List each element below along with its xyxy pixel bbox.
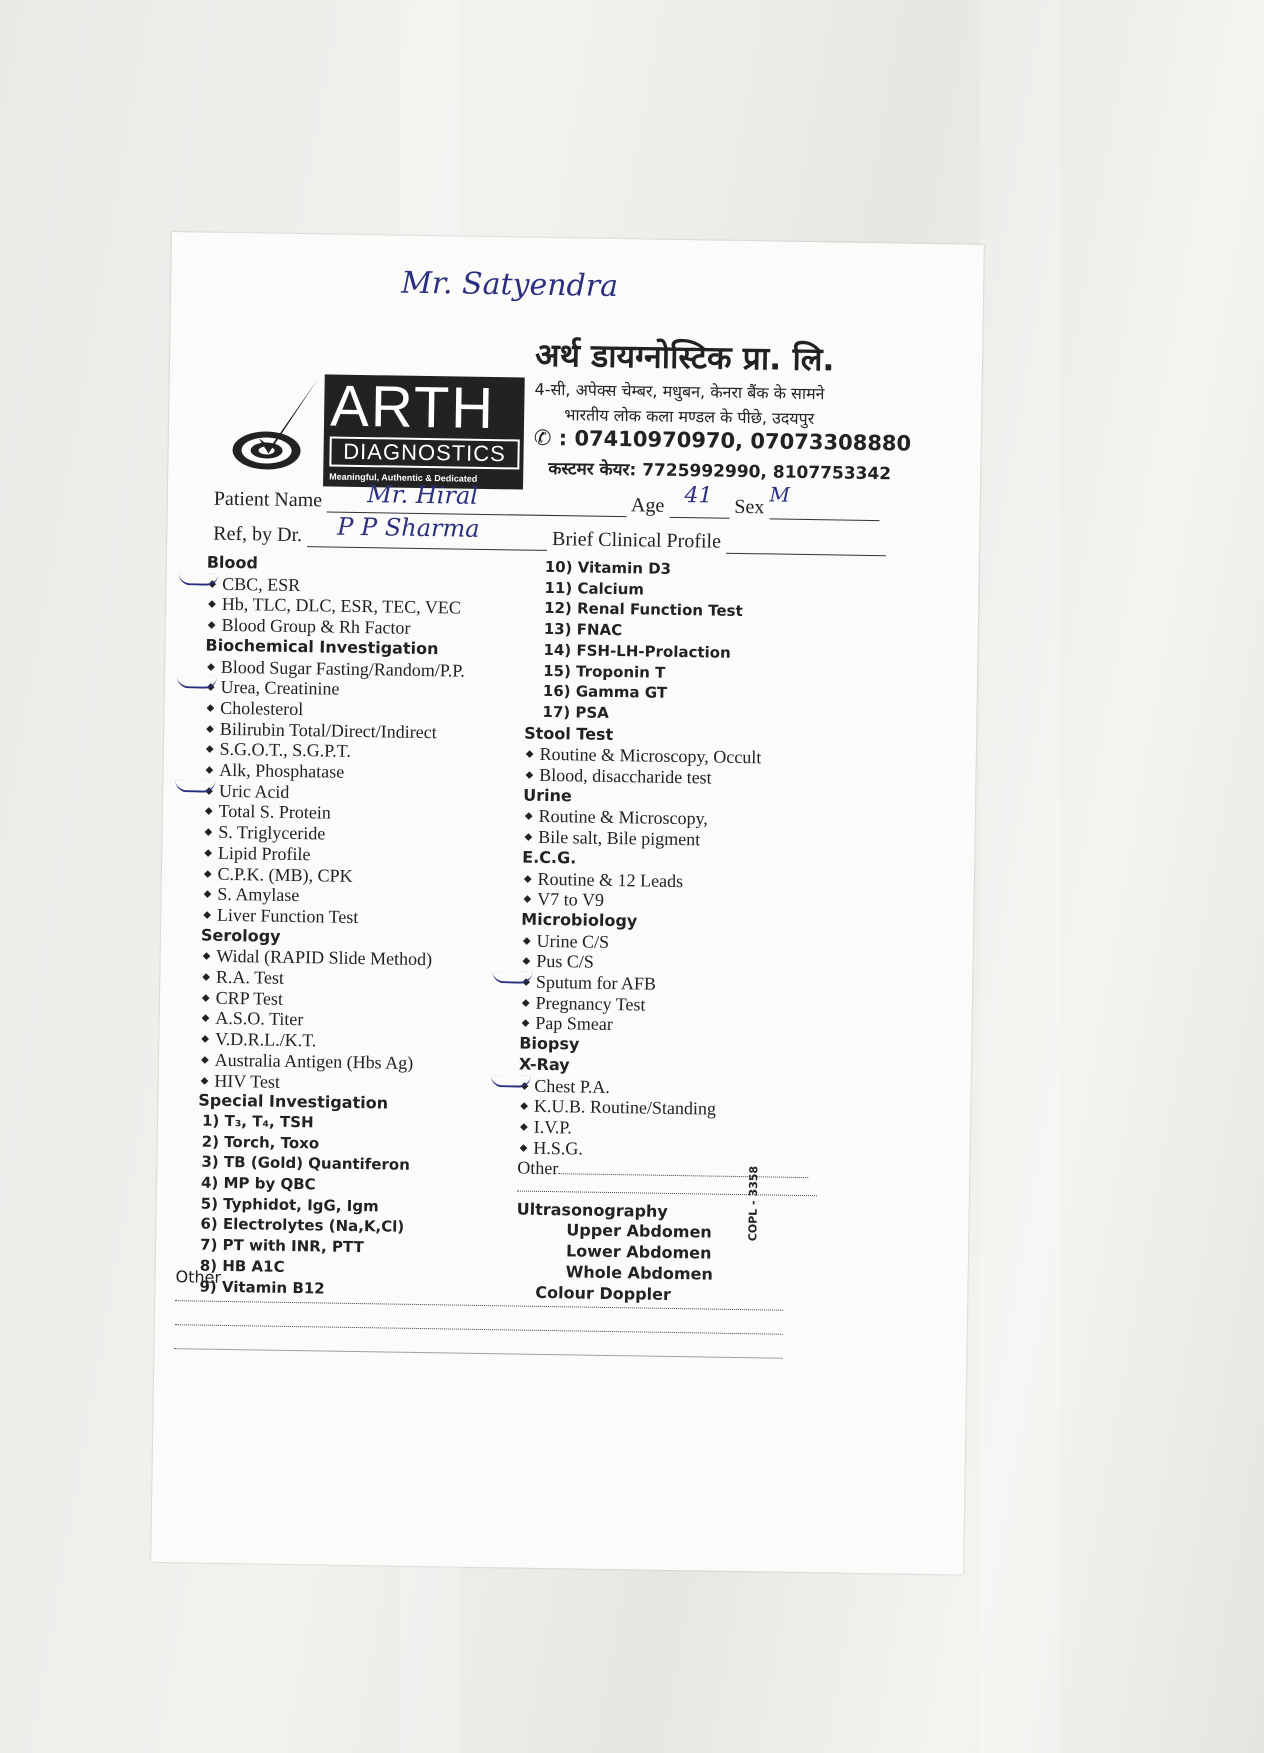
test-label: 12) Renal Function Test xyxy=(543,599,743,621)
test-item xyxy=(207,677,340,700)
bullet-icon: ◆ xyxy=(202,950,211,962)
test-item xyxy=(201,1070,281,1092)
test-label: Special Investigation xyxy=(198,1090,389,1113)
patient-name-label: Patient Name xyxy=(213,487,323,512)
phone-numbers: ✆ : 07410970970, 07073308880 xyxy=(533,425,912,456)
test-label: E.C.G. xyxy=(522,847,577,868)
test-label: S.G.O.T., S.G.P.T. xyxy=(219,739,352,762)
bullet-icon: ◆ xyxy=(521,1017,530,1030)
ultrasound-option xyxy=(566,1262,713,1283)
test-label: Ultrasonography xyxy=(516,1199,668,1221)
test-item xyxy=(204,822,325,845)
logo-tagline: Meaningful, Authentic & Dedicated xyxy=(329,471,478,484)
test-label: K.U.B. Routine/Standing xyxy=(533,1095,717,1119)
test-label: Colour Doppler xyxy=(535,1282,671,1304)
bullet-icon: ◆ xyxy=(524,831,533,843)
test-label: Biopsy xyxy=(519,1033,580,1054)
test-label: Sputum for AFB xyxy=(535,971,657,994)
section-heading xyxy=(519,1034,579,1054)
test-label: Blood, disaccharide test xyxy=(539,764,712,788)
test-item xyxy=(523,889,604,911)
numbered-test xyxy=(542,703,609,722)
numbered-test xyxy=(543,682,668,702)
test-item xyxy=(208,573,300,595)
age-line xyxy=(669,483,729,519)
numbered-test xyxy=(544,620,623,639)
hindi-company-name: अर्थ डायग्नोस्टिक प्रा. लि. xyxy=(534,335,835,379)
bullet-icon: ◆ xyxy=(203,888,212,900)
bullet-icon: ◆ xyxy=(522,955,531,968)
test-label: Pregnancy Test xyxy=(535,992,646,1015)
bullet-icon: ◆ xyxy=(206,681,215,693)
test-label: HIV Test xyxy=(214,1070,281,1092)
test-label: Biochemical Investigation xyxy=(205,635,439,659)
sex-label: Sex xyxy=(734,495,765,519)
test-label: 2) Torch, Toxo xyxy=(201,1132,320,1153)
brief-line xyxy=(726,531,886,557)
test-item xyxy=(520,1116,572,1138)
bullet-icon: ◆ xyxy=(205,764,214,776)
handwritten-tick-icon xyxy=(492,971,532,984)
numbered-test xyxy=(200,1236,364,1257)
test-label: S. Triglyceride xyxy=(218,821,326,844)
other-line-1 xyxy=(175,1300,783,1311)
test-label: Lipid Profile xyxy=(217,842,311,865)
test-item xyxy=(520,1075,610,1097)
test-item xyxy=(205,760,344,783)
test-label: 9) Vitamin B12 xyxy=(199,1277,325,1298)
handwritten-tick-icon xyxy=(178,573,218,586)
test-label: Urine C/S xyxy=(536,930,610,952)
test-label: 3) TB (Gold) Quantiferon xyxy=(201,1152,410,1175)
test-item xyxy=(522,972,656,995)
test-item xyxy=(524,868,683,891)
handwritten-ref-doctor: P P Sharma xyxy=(337,512,480,543)
numbered-test xyxy=(544,599,743,620)
test-label: 17) PSA xyxy=(542,702,610,722)
test-label: Whole Abdomen xyxy=(565,1262,713,1284)
bullet-icon: ◆ xyxy=(204,847,213,859)
other-line-2 xyxy=(175,1324,783,1335)
bullet-icon: ◆ xyxy=(523,873,532,885)
section-heading xyxy=(201,925,281,945)
handwritten-top-note: Mr. Satyendra xyxy=(400,265,619,305)
bullet-icon: ◆ xyxy=(520,1100,529,1112)
test-item xyxy=(203,884,299,907)
test-item xyxy=(202,967,284,989)
test-label: Blood xyxy=(206,552,259,573)
test-label: Alk, Phosphatase xyxy=(219,759,345,782)
test-label: Pus C/S xyxy=(536,951,594,973)
numbered-test xyxy=(543,641,731,662)
test-label: Routine & 12 Leads xyxy=(537,868,684,891)
numbered-test xyxy=(201,1153,410,1174)
test-label: Bilirubin Total/Direct/Indirect xyxy=(219,718,437,742)
test-item xyxy=(202,987,283,1009)
test-label: I.V.P. xyxy=(533,1116,573,1138)
address-line-1: 4-सी, अपेक्स चेम्बर, मधुबन, केनरा बैंक के सामने xyxy=(534,379,825,404)
bullet-icon: ◆ xyxy=(519,1121,528,1133)
test-label: 4) MP by QBC xyxy=(200,1173,316,1194)
ref-label: Ref, by Dr. xyxy=(213,522,303,547)
ref-doctor-field xyxy=(213,512,886,557)
test-item xyxy=(201,1008,303,1031)
target-check-icon xyxy=(228,368,330,495)
handwritten-sex: M xyxy=(769,482,791,507)
dotted-fill xyxy=(517,1191,817,1197)
test-label: Urine xyxy=(523,785,572,806)
test-label: Urea, Creatinine xyxy=(220,677,340,699)
footer-other-label: Other xyxy=(175,1267,222,1287)
dotted-fill xyxy=(558,1173,808,1178)
test-item xyxy=(205,780,290,802)
test-label: Chest P.A. xyxy=(534,1075,611,1097)
handwritten-patient-name: Mr. Hiral xyxy=(366,480,479,510)
test-item xyxy=(201,1029,316,1052)
bullet-icon: ◆ xyxy=(523,893,532,905)
handwritten-tick-icon xyxy=(175,780,215,793)
test-label: 10) Vitamin D3 xyxy=(544,557,672,578)
test-label: 6) Electrolytes (Na,K,Cl) xyxy=(200,1214,405,1237)
test-label: S. Amylase xyxy=(217,883,300,906)
sex-line xyxy=(769,482,879,521)
test-label: 15) Troponin T xyxy=(543,661,666,682)
section-heading xyxy=(522,847,576,867)
bullet-icon: ◆ xyxy=(525,769,534,781)
logo-box xyxy=(323,374,525,489)
section-heading xyxy=(198,1091,388,1113)
test-item xyxy=(521,1013,613,1035)
prescription-form xyxy=(151,232,984,1575)
blank-line xyxy=(517,1179,817,1202)
bullet-icon: ◆ xyxy=(525,748,534,761)
test-label: 13) FNAC xyxy=(543,619,623,640)
test-label: Upper Abdomen xyxy=(566,1220,712,1242)
numbered-test xyxy=(201,1194,379,1215)
test-label: H.S.G. xyxy=(533,1137,584,1159)
bullet-icon: ◆ xyxy=(522,976,531,988)
logo-sub: DIAGNOSTICS xyxy=(329,437,519,470)
numbered-test xyxy=(202,1111,314,1131)
bullet-icon: ◆ xyxy=(207,661,215,673)
test-item xyxy=(206,697,303,720)
bullet-icon: ◆ xyxy=(202,971,211,983)
test-item xyxy=(205,801,331,824)
bullet-icon: ◆ xyxy=(519,1142,528,1154)
test-label: Uric Acid xyxy=(218,780,290,802)
logo-brand: ARTH xyxy=(329,373,496,442)
test-label: A.S.O. Titer xyxy=(215,1008,304,1030)
age-label: Age xyxy=(630,494,665,517)
test-label: 14) FSH-LH-Prolaction xyxy=(543,640,731,662)
test-item xyxy=(522,951,594,973)
handwritten-tick-icon xyxy=(491,1075,531,1088)
test-item xyxy=(203,904,358,927)
test-label: 7) PT with INR, PTT xyxy=(199,1235,364,1257)
test-label: Blood Sugar Fasting/Random/P.P. xyxy=(220,656,466,681)
ultrasound-option xyxy=(535,1282,671,1303)
test-label: X-Ray xyxy=(518,1054,570,1075)
numbered-test xyxy=(201,1174,316,1194)
other-line-3 xyxy=(174,1348,782,1359)
bullet-icon: ◆ xyxy=(205,743,214,756)
bullet-icon: ◆ xyxy=(204,805,213,818)
test-label: CBC, ESR xyxy=(222,573,301,595)
patient-name-field xyxy=(213,480,880,521)
bullet-icon: ◆ xyxy=(206,702,215,714)
bullet-icon: ◆ xyxy=(201,1033,210,1045)
test-label: R.A. Test xyxy=(215,966,285,988)
arth-logo xyxy=(228,368,550,498)
bullet-icon: ◆ xyxy=(207,619,216,631)
numbered-test xyxy=(543,661,666,681)
test-label: V7 to V9 xyxy=(537,889,605,911)
section-heading xyxy=(524,723,613,743)
handwritten-age: 41 xyxy=(684,483,713,509)
numbered-test xyxy=(202,1132,320,1152)
ref-line xyxy=(307,512,547,551)
test-label: Microbiology xyxy=(521,909,638,931)
test-label: Australia Antigen (Hbs Ag) xyxy=(214,1049,414,1073)
test-label: 1) T₃, T₄, TSH xyxy=(201,1111,314,1132)
test-label: 11) Calcium xyxy=(544,578,645,599)
section-heading xyxy=(207,553,258,573)
test-label: Total S. Protein xyxy=(218,801,332,823)
bullet-icon: ◆ xyxy=(200,1054,209,1066)
brief-label: Brief Clinical Profile xyxy=(551,528,722,553)
test-label: Widal (RAPID Slide Method) xyxy=(216,946,433,970)
test-item xyxy=(522,992,646,1015)
test-item xyxy=(206,739,351,762)
bullet-icon: ◆ xyxy=(204,826,213,838)
bullet-icon: ◆ xyxy=(206,723,214,735)
section-heading xyxy=(523,785,572,805)
test-label: Hb, TLC, DLC, ESR, TEC, VEC xyxy=(221,594,462,618)
section-heading xyxy=(521,909,637,930)
test-label: 5) Typhidot, IgG, Igm xyxy=(200,1194,379,1216)
bullet-icon: ◆ xyxy=(200,1075,209,1087)
numbered-test xyxy=(200,1215,404,1236)
test-label: 16) Gamma GT xyxy=(542,682,668,703)
test-label: CRP Test xyxy=(215,987,284,1009)
numbered-test xyxy=(545,558,672,578)
test-label: Other xyxy=(517,1157,559,1179)
numbered-test xyxy=(544,579,644,599)
bullet-icon: ◆ xyxy=(208,578,217,590)
test-label: 8) HB A1C xyxy=(199,1256,285,1276)
bullet-icon: ◆ xyxy=(203,868,212,880)
test-label: Pap Smear xyxy=(535,1013,613,1035)
section-heading xyxy=(205,635,438,658)
bullet-icon: ◆ xyxy=(208,599,216,611)
customer-care: कस्टमर केयर: 7725992990, 8107753342 xyxy=(548,458,892,485)
bullet-icon: ◆ xyxy=(201,1012,210,1025)
ultrasound-option xyxy=(566,1221,712,1242)
test-label: Blood Group & Rh Factor xyxy=(221,614,411,638)
test-label: Stool Test xyxy=(524,723,614,744)
address-line-2: भारतीय लोक कला मण्डल के पीछे, उदयपुर xyxy=(564,405,815,429)
test-item xyxy=(519,1137,583,1159)
test-label: Serology xyxy=(200,925,281,946)
background-crease xyxy=(980,0,1060,1753)
form-code: COPL - 3358 xyxy=(746,1165,761,1242)
test-label: V.D.R.L./K.T. xyxy=(214,1028,317,1051)
test-item xyxy=(204,842,311,865)
bullet-icon: ◆ xyxy=(520,1080,529,1092)
test-label: Bile salt, Bile pigment xyxy=(538,826,701,850)
section-heading xyxy=(517,1199,668,1220)
bullet-icon: ◆ xyxy=(203,909,212,921)
bullet-icon: ◆ xyxy=(521,997,530,1009)
bullet-icon: ◆ xyxy=(524,811,533,823)
test-label: Liver Function Test xyxy=(216,904,359,927)
test-label: C.P.K. (MB), CPK xyxy=(217,863,353,886)
ultrasound-option xyxy=(566,1241,712,1262)
test-item xyxy=(523,930,610,952)
bullet-icon: ◆ xyxy=(201,992,210,1004)
bullet-icon: ◆ xyxy=(205,785,214,797)
test-label: Routine & Microscopy, Occult xyxy=(539,744,762,768)
test-label: Cholesterol xyxy=(220,697,304,720)
section-heading xyxy=(519,1054,570,1074)
bullet-icon: ◆ xyxy=(522,935,531,947)
test-item xyxy=(204,863,353,886)
test-label: Lower Abdomen xyxy=(565,1241,712,1263)
test-label: Routine & Microscopy, xyxy=(538,806,709,829)
